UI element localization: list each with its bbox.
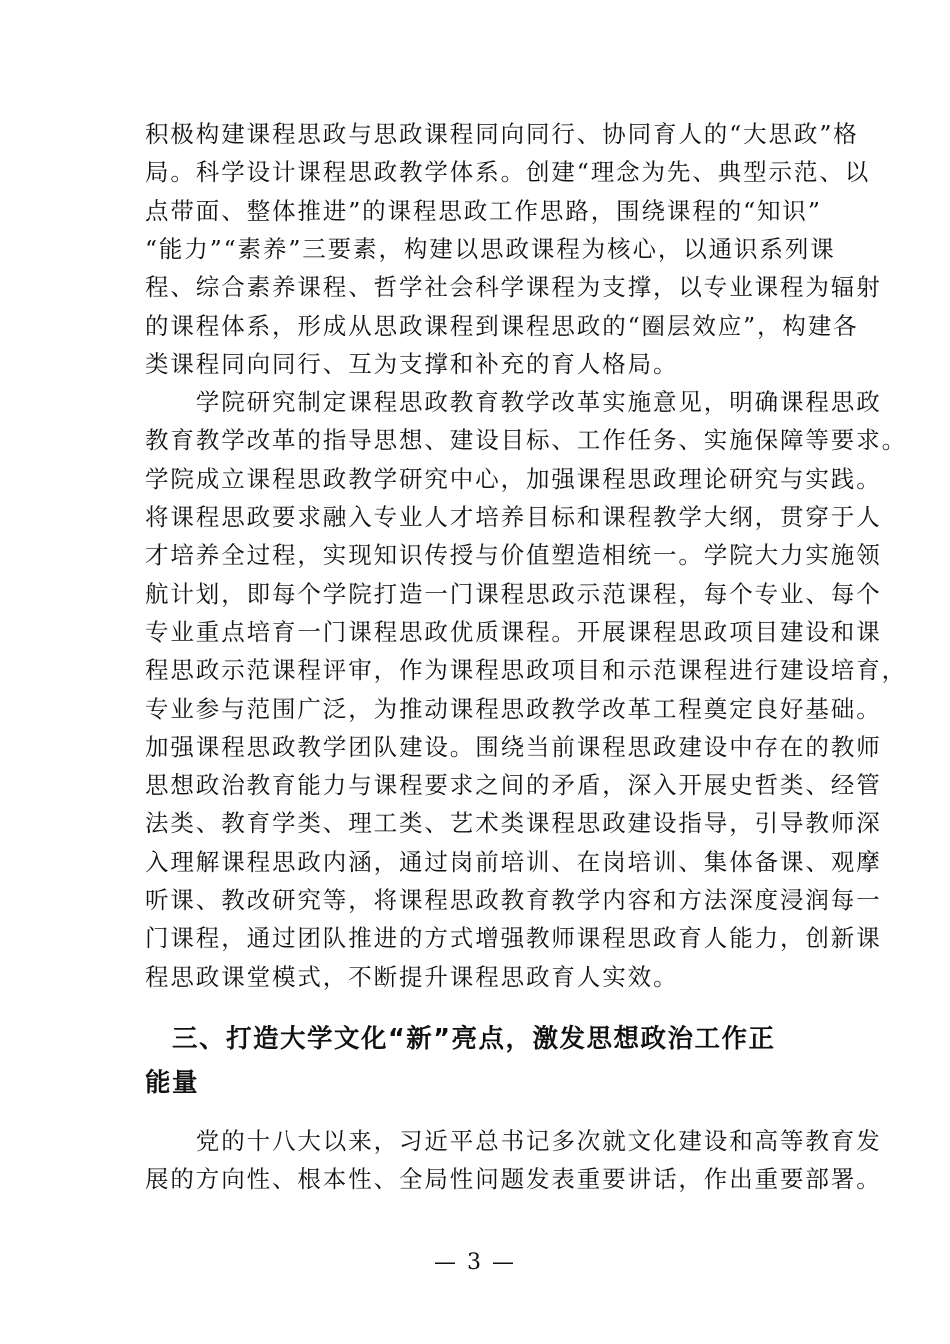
text-line: 教育教学改革的指导思想、建设目标、工作任务、实施保障等要求。 [145,426,907,455]
text-line: 学院研究制定课程思政教育教学改革实施意见，明确课程思政 [145,388,882,417]
text-line: 程、综合素养课程、哲学社会科学课程为支撑，以专业课程为辐射 [145,273,882,302]
text-line: 思想政治教育能力与课程要求之间的矛盾，深入开展史哲类、经管 [145,771,882,800]
text-line: 门课程，通过团队推进的方式增强教师课程思政育人能力，创新课 [145,924,882,953]
text-line: 展的方向性、根本性、全局性问题发表重要讲话，作出重要部署。 [145,1165,882,1194]
text-line: 程思政课堂模式，不断提升课程思政育人实效。 [145,962,679,991]
text-line: 点带面、整体推进”的课程思政工作思路，围绕课程的“知识” [145,196,822,225]
section-heading-line-1: 三、打造大学文化“新”亮点，激发思想政治工作正 [145,1024,776,1054]
text-line: 局。科学设计课程思政教学体系。创建“理念为先、典型示范、以 [145,158,871,187]
text-line: 才培养全过程，实现知识传授与价值塑造相统一。学院大力实施领 [145,541,882,570]
text-line: 党的十八大以来，习近平总书记多次就文化建设和高等教育发 [145,1127,882,1155]
text-line: 加强课程思政教学团队建设。围绕当前课程思政建设中存在的教师 [145,732,882,761]
text-line: 入理解课程思政内涵，通过岗前培训、在岗培训、集体备课、观摩 [145,847,882,876]
text-line: “能力”“素养”三要素，构建以思政课程为核心，以通识系列课 [145,234,836,263]
text-line: 专业重点培育一门课程思政优质课程。开展课程思政项目建设和课 [145,617,882,646]
text-line: 航计划，即每个学院打造一门课程思政示范课程，每个专业、每个 [145,579,882,608]
text-line: 将课程思政要求融入专业人才培养目标和课程教学大纲，贯穿于人 [145,503,882,531]
text-line: 专业参与范围广泛，为推动课程思政教学改革工程奠定良好基础。 [145,694,882,723]
text-line: 学院成立课程思政教学研究中心，加强课程思政理论研究与实践。 [145,464,882,493]
text-line: 积极构建课程思政与思政课程同向同行、协同育人的“大思政”格 [145,120,859,148]
text-line: 程思政示范课程评审，作为课程思政项目和示范课程进行建设培育， [145,656,907,685]
text-line: 的课程体系，形成从思政课程到课程思政的“圈层效应”，构建各 [145,311,859,340]
text-line: 类课程同向同行、互为支撑和补充的育人格局。 [145,349,679,378]
page-number: — 3 — [434,1250,516,1275]
text-line: 听课、教改研究等，将课程思政教育教学内容和方法深度浸润每一 [145,886,882,914]
text-line: 法类、教育学类、理工类、艺术类课程思政建设指导，引导教师深 [145,809,882,838]
section-heading-line-2: 能量 [145,1068,200,1098]
